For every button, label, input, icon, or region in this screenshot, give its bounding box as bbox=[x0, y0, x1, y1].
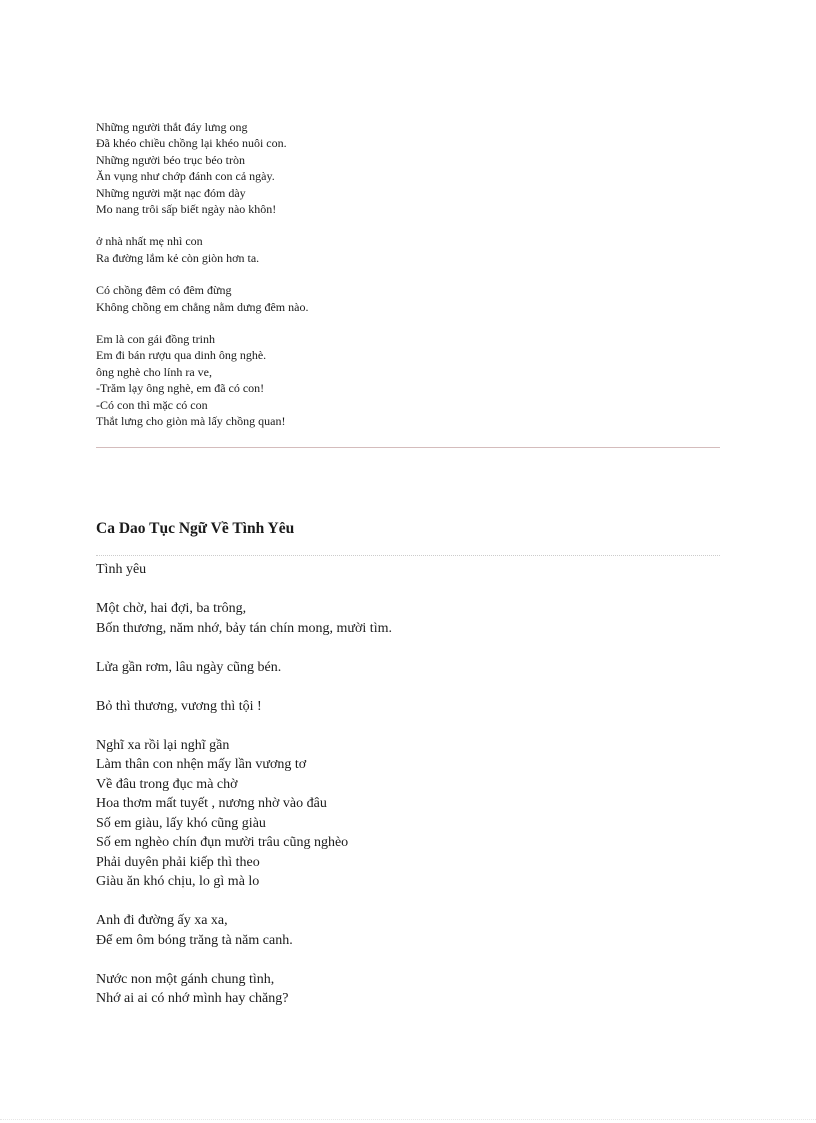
poem-line: Em là con gái đồng trinh bbox=[96, 332, 215, 347]
poem-line: Những người mặt nạc đóm dày bbox=[96, 185, 246, 200]
stanza bbox=[96, 697, 716, 717]
poem-line: -Trăm lạy ông nghè, em đã có con! bbox=[96, 381, 265, 396]
poem-line: Để em ôm bóng trăng tà năm canh. bbox=[96, 932, 293, 948]
section-heading: Ca Dao Tục Ngữ Về Tình Yêu bbox=[96, 520, 295, 537]
poem-line: Anh đi đường ấy xa xa, bbox=[96, 913, 228, 928]
stanza bbox=[96, 119, 716, 217]
poem-section-1 bbox=[96, 119, 716, 446]
stanza bbox=[96, 970, 716, 1009]
poem-line: Những người thắt đáy lưng ong bbox=[96, 120, 248, 134]
poem-line: Mo nang trôi sấp biết ngày nào khôn! bbox=[96, 202, 277, 217]
poem-line: Bỏ thì thương, vương thì tội ! bbox=[96, 698, 262, 714]
poem-line: Số em nghèo chín đụn mười trâu cũng nghèo bbox=[96, 835, 349, 850]
poem-line: Nghĩ xa rồi lại nghĩ gần bbox=[96, 737, 230, 753]
stanza bbox=[96, 331, 716, 429]
poem-line: Giàu ăn khó chịu, lo gì mà lo bbox=[96, 874, 260, 889]
poem-line: Một chờ, hai đợi, ba trông, bbox=[96, 601, 247, 616]
section-divider bbox=[96, 447, 720, 448]
poem-line: Bốn thương, năm nhớ, bảy tán chín mong, mười tìm. bbox=[96, 620, 392, 636]
poem-line: Làm thân con nhện mấy lần vương tơ bbox=[96, 757, 307, 772]
poem-line: Em đi bán rượu qua dinh ông nghè. bbox=[96, 348, 267, 363]
page-bottom-border bbox=[0, 1119, 816, 1120]
poem-line: Không chồng em chẳng nằm dưng đêm nào. bbox=[96, 299, 309, 314]
poem-line: Phải duyên phải kiếp thì theo bbox=[96, 854, 260, 870]
poem-section-2 bbox=[96, 560, 716, 1028]
stanza bbox=[96, 560, 716, 580]
stanza bbox=[96, 599, 716, 638]
poem-line: Tình yêu bbox=[96, 562, 147, 577]
poem-line: Nhớ ai ai có nhớ mình hay chăng? bbox=[96, 991, 289, 1006]
poem-line: Có chồng đêm có đêm đừng bbox=[96, 283, 232, 298]
poem-line: Thắt lưng cho giòn mà lấy chồng quan! bbox=[96, 414, 286, 429]
heading-underline bbox=[96, 555, 720, 556]
poem-line: Đã khéo chiều chồng lại khéo nuôi con. bbox=[96, 136, 287, 151]
poem-line: Nước non một gánh chung tình, bbox=[96, 971, 275, 987]
stanza bbox=[96, 282, 716, 315]
poem-line: Về đâu trong đục mà chờ bbox=[96, 776, 238, 792]
poem-line: Những người béo trục béo tròn bbox=[96, 152, 245, 167]
stanza bbox=[96, 911, 716, 950]
stanza bbox=[96, 736, 716, 892]
poem-line: Ăn vụng như chớp đánh con cả ngày. bbox=[96, 169, 275, 184]
poem-line: ở nhà nhất mẹ nhì con bbox=[96, 234, 203, 249]
stanza bbox=[96, 233, 716, 266]
poem-line: Lửa gần rơm, lâu ngày cũng bén. bbox=[96, 659, 282, 675]
stanza bbox=[96, 658, 716, 678]
poem-line: Hoa thơm mất tuyết , nương nhờ vào đâu bbox=[96, 796, 327, 811]
poem-line: Số em giàu, lấy khó cũng giàu bbox=[96, 815, 266, 831]
poem-line: Ra đường lắm kẻ còn giòn hơn ta. bbox=[96, 250, 260, 265]
poem-line: ông nghè cho lính ra ve, bbox=[96, 364, 212, 379]
poem-line: -Có con thì mặc có con bbox=[96, 397, 208, 412]
